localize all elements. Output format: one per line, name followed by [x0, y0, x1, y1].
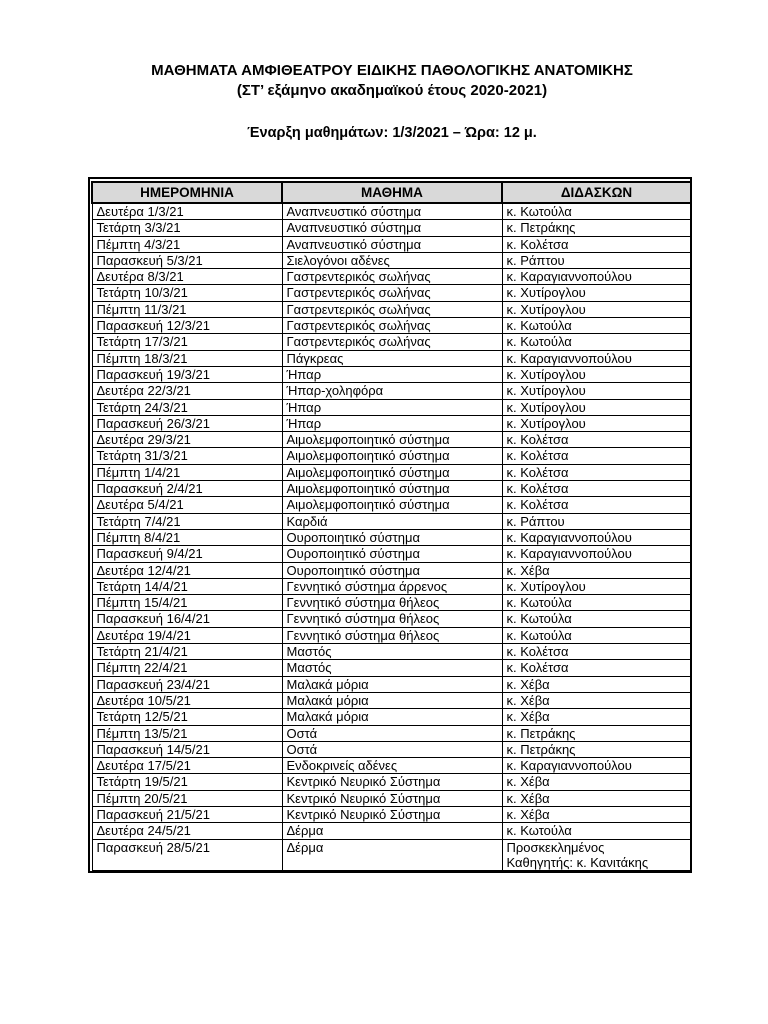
table-row	[92, 790, 691, 806]
cell-subject: Γαστρεντερικός σωλήνας	[282, 334, 502, 350]
cell-date: Πέμπτη 8/4/21	[92, 529, 282, 545]
table-row	[92, 611, 691, 627]
table-row	[92, 529, 691, 545]
cell-subject: Ήπαρ	[282, 399, 502, 415]
cell-date: Δευτέρα 22/3/21	[92, 383, 282, 399]
cell-date: Δευτέρα 8/3/21	[92, 269, 282, 285]
document-title: ΜΑΘΗΜΑΤΑ ΑΜΦΙΘΕΑΤΡΟΥ ΕΙΔΙΚΗΣ ΠΑΘΟΛΟΓΙΚΗΣ ΑΝΑΤΟΜΙΚΗΣ	[151, 62, 633, 79]
cell-date: Δευτέρα 1/3/21	[92, 203, 282, 220]
table-body-last	[92, 839, 691, 871]
cell-subject: Γεννητικό σύστημα θήλεος	[282, 611, 502, 627]
cell-subject: Αιμολεμφοποιητικό σύστημα	[282, 464, 502, 480]
table-row	[92, 415, 691, 431]
table-row	[92, 203, 691, 220]
cell-teacher: κ. Καραγιαννοπούλου	[502, 546, 691, 562]
cell-subject: Ήπαρ-χοληφόρα	[282, 383, 502, 399]
cell-teacher	[502, 839, 691, 871]
cell-teacher: κ. Καραγιαννοπούλου	[502, 350, 691, 366]
cell-subject: Ενδοκρινείς αδένες	[282, 758, 502, 774]
cell-teacher: κ. Κολέτσα	[502, 448, 691, 464]
cell-teacher: κ. Χέβα	[502, 774, 691, 790]
cell-date: Τετάρτη 19/5/21	[92, 774, 282, 790]
cell-teacher: κ. Χυτίρογλου	[502, 301, 691, 317]
cell-teacher: κ. Κολέτσα	[502, 497, 691, 513]
schedule-table	[91, 181, 692, 871]
cell-date: Δευτέρα 5/4/21	[92, 497, 282, 513]
table-row	[92, 627, 691, 643]
table-row	[92, 464, 691, 480]
table-row	[92, 644, 691, 660]
table-row	[92, 758, 691, 774]
cell-teacher: κ. Κολέτσα	[502, 236, 691, 252]
cell-teacher: κ. Κωτούλα	[502, 595, 691, 611]
column-header-date: ΗΜΕΡΟΜΗΝΙΑ	[92, 182, 282, 203]
table-row	[92, 823, 691, 839]
cell-date: Τετάρτη 3/3/21	[92, 220, 282, 236]
cell-subject: Αιμολεμφοποιητικό σύστημα	[282, 497, 502, 513]
cell-teacher: κ. Χυτίρογλου	[502, 415, 691, 431]
teacher-line: Καθηγητής: κ. Κανιτάκης	[506, 854, 649, 870]
cell-subject: Γαστρεντερικός σωλήνας	[282, 269, 502, 285]
cell-teacher: κ. Ράπτου	[502, 513, 691, 529]
cell-subject: Αιμολεμφοποιητικό σύστημα	[282, 432, 502, 448]
cell-teacher: κ. Πετράκης	[502, 220, 691, 236]
table-row	[92, 481, 691, 497]
cell-subject: Κεντρικό Νευρικό Σύστημα	[282, 806, 502, 822]
cell-subject: Αιμολεμφοποιητικό σύστημα	[282, 448, 502, 464]
cell-subject: Αναπνευστικό σύστημα	[282, 220, 502, 236]
cell-teacher: κ. Κωτούλα	[502, 203, 691, 220]
table-row	[92, 513, 691, 529]
cell-subject: Πάγκρεας	[282, 350, 502, 366]
cell-date: Παρασκευή 23/4/21	[92, 676, 282, 692]
cell-date: Πέμπτη 20/5/21	[92, 790, 282, 806]
cell-date: Τετάρτη 21/4/21	[92, 644, 282, 660]
cell-teacher: κ. Κωτούλα	[502, 823, 691, 839]
table-row	[92, 676, 691, 692]
cell-date: Πέμπτη 22/4/21	[92, 660, 282, 676]
table-row	[92, 595, 691, 611]
cell-date: Δευτέρα 17/5/21	[92, 758, 282, 774]
table-row	[92, 839, 691, 871]
cell-subject: Σιελογόνοι αδένες	[282, 252, 502, 268]
cell-subject: Οστά	[282, 725, 502, 741]
cell-teacher: κ. Χυτίρογλου	[502, 578, 691, 594]
cell-teacher: κ. Χέβα	[502, 562, 691, 578]
cell-date: Πέμπτη 18/3/21	[92, 350, 282, 366]
cell-subject: Ουροποιητικό σύστημα	[282, 529, 502, 545]
cell-teacher: κ. Χέβα	[502, 806, 691, 822]
cell-teacher: κ. Χυτίρογλου	[502, 285, 691, 301]
cell-subject: Μαστός	[282, 660, 502, 676]
cell-teacher: κ. Κολέτσα	[502, 644, 691, 660]
cell-teacher: κ. Χυτίρογλου	[502, 366, 691, 382]
table-row	[92, 252, 691, 268]
cell-teacher: κ. Καραγιαννοπούλου	[502, 758, 691, 774]
document-subtitle: (ΣΤ’ εξάμηνο ακαδημαϊκού έτους 2020-2021)	[236, 82, 548, 99]
cell-date: Πέμπτη 15/4/21	[92, 595, 282, 611]
cell-subject: Ουροποιητικό σύστημα	[282, 546, 502, 562]
table-row	[92, 806, 691, 822]
cell-teacher: κ. Κολέτσα	[502, 660, 691, 676]
table-row	[92, 350, 691, 366]
cell-subject: Μαλακά μόρια	[282, 692, 502, 708]
cell-subject: Μαλακά μόρια	[282, 676, 502, 692]
table-row	[92, 546, 691, 562]
table-row	[92, 725, 691, 741]
cell-teacher: κ. Κωτούλα	[502, 334, 691, 350]
cell-subject: Μαλακά μόρια	[282, 709, 502, 725]
cell-teacher: κ. Κωτούλα	[502, 611, 691, 627]
cell-teacher: κ. Ράπτου	[502, 252, 691, 268]
table-row	[92, 285, 691, 301]
cell-date: Τετάρτη 17/3/21	[92, 334, 282, 350]
cell-date: Πέμπτη 13/5/21	[92, 725, 282, 741]
table-row	[92, 318, 691, 334]
cell-date: Πέμπτη 11/3/21	[92, 301, 282, 317]
table-row	[92, 366, 691, 382]
cell-teacher: κ. Χυτίρογλου	[502, 399, 691, 415]
cell-teacher: κ. Πετράκης	[502, 725, 691, 741]
cell-date: Παρασκευή 9/4/21	[92, 546, 282, 562]
cell-date: Τετάρτη 7/4/21	[92, 513, 282, 529]
table-row	[92, 692, 691, 708]
cell-teacher: κ. Χέβα	[502, 692, 691, 708]
cell-subject: Οστά	[282, 741, 502, 757]
cell-subject: Γεννητικό σύστημα άρρενος	[282, 578, 502, 594]
cell-subject: Δέρμα	[282, 839, 502, 871]
table-row	[92, 399, 691, 415]
cell-subject: Ήπαρ	[282, 366, 502, 382]
cell-teacher: κ. Πετράκης	[502, 741, 691, 757]
cell-date: Δευτέρα 29/3/21	[92, 432, 282, 448]
cell-date: Παρασκευή 16/4/21	[92, 611, 282, 627]
cell-date: Δευτέρα 12/4/21	[92, 562, 282, 578]
cell-date: Παρασκευή 28/5/21	[92, 839, 282, 871]
cell-teacher: κ. Καραγιαννοπούλου	[502, 529, 691, 545]
table-row	[92, 432, 691, 448]
cell-teacher: κ. Χέβα	[502, 790, 691, 806]
cell-date: Τετάρτη 24/3/21	[92, 399, 282, 415]
cell-date: Παρασκευή 21/5/21	[92, 806, 282, 822]
table-row	[92, 497, 691, 513]
column-header-teacher: ΔΙΔΑΣΚΩΝ	[502, 182, 691, 203]
table-row	[92, 334, 691, 350]
cell-subject: Γεννητικό σύστημα θήλεος	[282, 627, 502, 643]
cell-teacher: κ. Χέβα	[502, 709, 691, 725]
cell-date: Πέμπτη 1/4/21	[92, 464, 282, 480]
cell-date: Τετάρτη 12/5/21	[92, 709, 282, 725]
cell-date: Πέμπτη 4/3/21	[92, 236, 282, 252]
cell-subject: Γαστρεντερικός σωλήνας	[282, 301, 502, 317]
cell-date: Τετάρτη 31/3/21	[92, 448, 282, 464]
cell-date: Παρασκευή 2/4/21	[92, 481, 282, 497]
cell-date: Παρασκευή 14/5/21	[92, 741, 282, 757]
table-row	[92, 660, 691, 676]
table-header-row	[92, 182, 691, 203]
cell-date: Δευτέρα 10/5/21	[92, 692, 282, 708]
cell-subject: Αναπνευστικό σύστημα	[282, 236, 502, 252]
table-row	[92, 236, 691, 252]
cell-teacher: κ. Κολέτσα	[502, 464, 691, 480]
cell-subject: Μαστός	[282, 644, 502, 660]
cell-subject: Ήπαρ	[282, 415, 502, 431]
cell-teacher: κ. Χυτίρογλου	[502, 383, 691, 399]
teacher-line: Προσκεκλημένος	[506, 839, 605, 855]
cell-subject: Γαστρεντερικός σωλήνας	[282, 285, 502, 301]
cell-teacher: κ. Κωτούλα	[502, 627, 691, 643]
table-row	[92, 578, 691, 594]
table-row	[92, 562, 691, 578]
cell-date: Παρασκευή 12/3/21	[92, 318, 282, 334]
table-row	[92, 448, 691, 464]
column-header-subject: ΜΑΘΗΜΑ	[282, 182, 502, 203]
cell-date: Τετάρτη 14/4/21	[92, 578, 282, 594]
cell-subject: Καρδιά	[282, 513, 502, 529]
table-row	[92, 269, 691, 285]
cell-teacher: κ. Κολέτσα	[502, 481, 691, 497]
table-row	[92, 709, 691, 725]
cell-teacher: κ. Κολέτσα	[502, 432, 691, 448]
cell-subject: Αναπνευστικό σύστημα	[282, 203, 502, 220]
cell-subject: Δέρμα	[282, 823, 502, 839]
cell-teacher: κ. Καραγιαννοπούλου	[502, 269, 691, 285]
cell-subject: Αιμολεμφοποιητικό σύστημα	[282, 481, 502, 497]
cell-subject: Κεντρικό Νευρικό Σύστημα	[282, 790, 502, 806]
table-row	[92, 301, 691, 317]
cell-subject: Κεντρικό Νευρικό Σύστημα	[282, 774, 502, 790]
cell-date: Τετάρτη 10/3/21	[92, 285, 282, 301]
table-row	[92, 774, 691, 790]
cell-date: Δευτέρα 19/4/21	[92, 627, 282, 643]
table-row	[92, 220, 691, 236]
cell-subject: Ουροποιητικό σύστημα	[282, 562, 502, 578]
cell-date: Παρασκευή 19/3/21	[92, 366, 282, 382]
start-info: Έναρξη μαθημάτων: 1/3/2021 – Ώρα: 12 μ.	[247, 125, 537, 141]
cell-date: Παρασκευή 26/3/21	[92, 415, 282, 431]
cell-subject: Γαστρεντερικός σωλήνας	[282, 318, 502, 334]
cell-teacher: κ. Χέβα	[502, 676, 691, 692]
table-row	[92, 741, 691, 757]
cell-teacher: κ. Κωτούλα	[502, 318, 691, 334]
cell-date: Παρασκευή 5/3/21	[92, 252, 282, 268]
table-body	[92, 203, 691, 839]
cell-subject: Γεννητικό σύστημα θήλεος	[282, 595, 502, 611]
table-row	[92, 383, 691, 399]
cell-date: Δευτέρα 24/5/21	[92, 823, 282, 839]
